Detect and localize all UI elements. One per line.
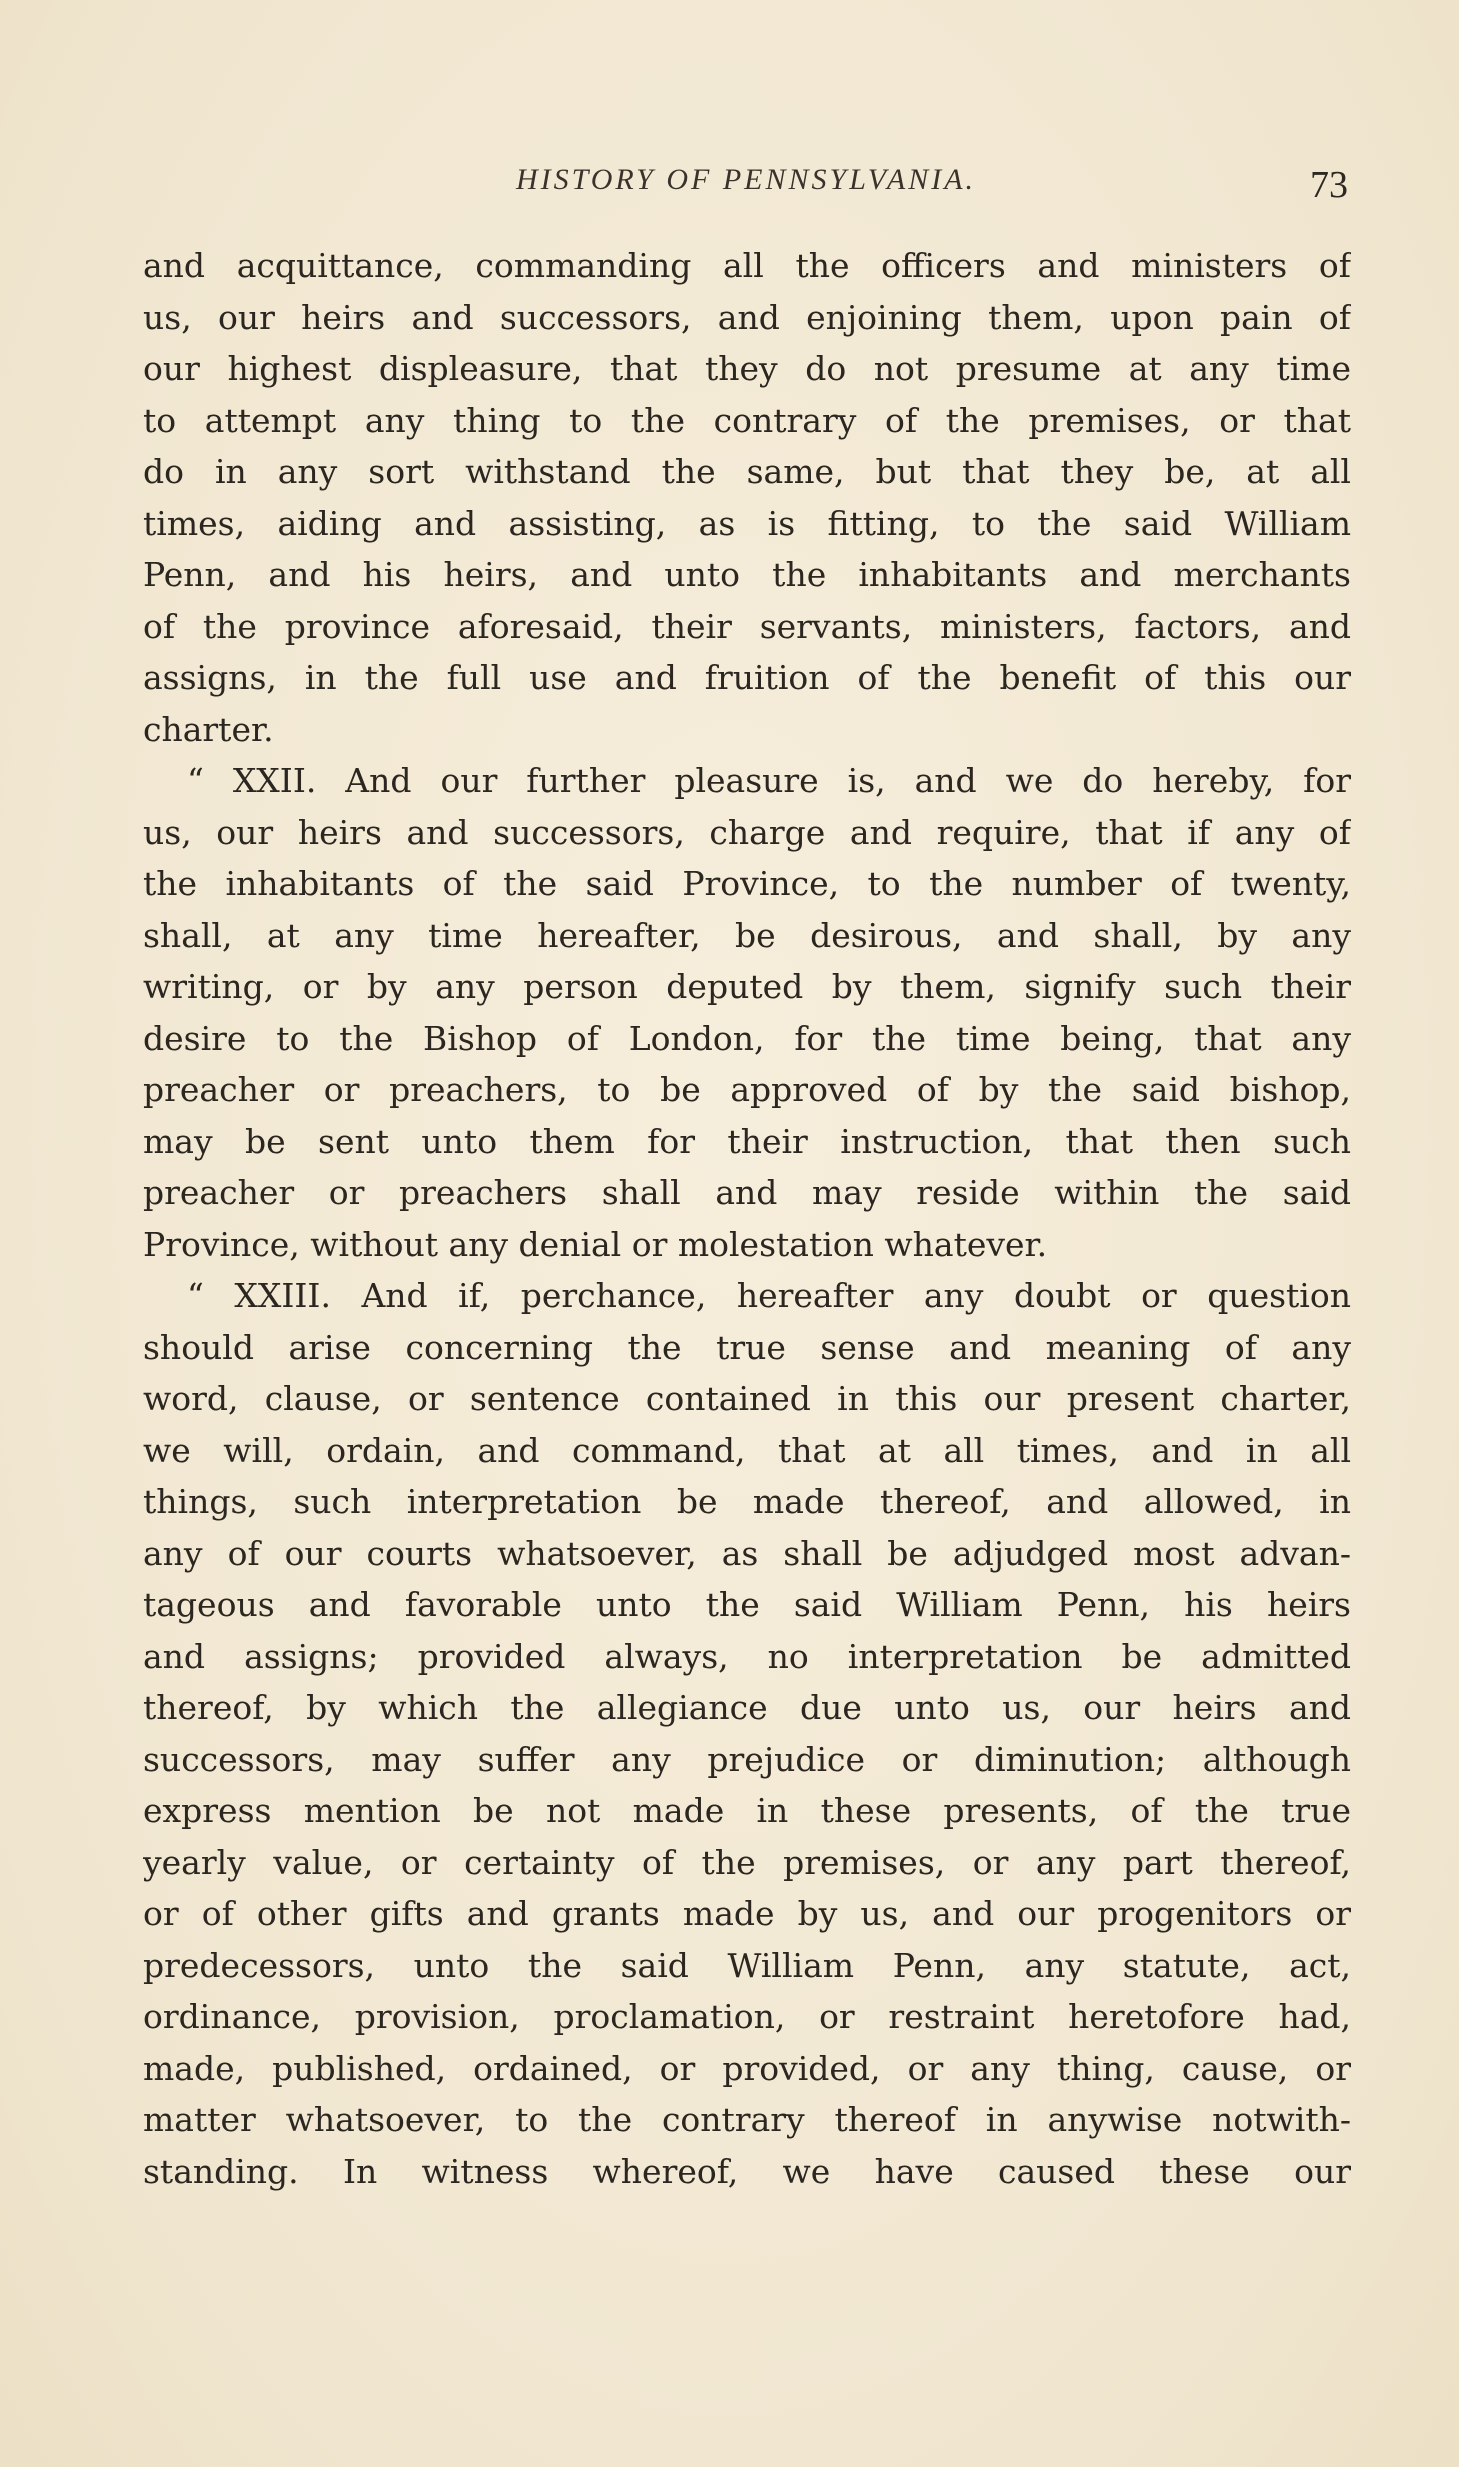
- text-line: tageous and favorable unto the said William Penn, his heirs: [143, 1585, 1351, 1624]
- text-line: charter.: [143, 709, 274, 749]
- text-line: word, clause, or sentence contained in this our present charter,: [143, 1379, 1351, 1418]
- text-line: and acquittance, commanding all the officers and ministers of: [143, 246, 1351, 285]
- text-line: shall, at any time hereafter, be desirous, and shall, by any: [143, 915, 1351, 955]
- running-head: [140, 163, 1352, 213]
- text-line: or of other gifts and grants made by us, and our progenitors or: [143, 1894, 1351, 1933]
- text-line: and assigns; provided always, no interpretation be admitted: [143, 1636, 1351, 1676]
- text-line: should arise concerning the true sense and meaning of any: [143, 1327, 1351, 1367]
- text-line: preacher or preachers, to be approved of by the said bishop,: [143, 1070, 1351, 1109]
- text-line: preacher or preachers shall and may reside within the said: [143, 1173, 1351, 1212]
- text-line: predecessors, unto the said William Penn, any statute, act,: [143, 1945, 1351, 1985]
- text-line: thereof, by which the allegiance due unto us, our heirs and: [143, 1688, 1351, 1727]
- text-line: writing, or by any person deputed by them, signify such their: [143, 967, 1351, 1006]
- running-title: HISTORY OF PENNSYLVANIA.: [515, 163, 977, 196]
- text-line: assigns, in the full use and fruition of the benefit of this our: [143, 658, 1351, 697]
- text-line: times, aiding and assisting, as is fitting, to the said William: [143, 503, 1351, 543]
- text-line: successors, may suffer any prejudice or diminution; although: [143, 1739, 1351, 1779]
- text-line: “ XXIII. And if, perchance, hereafter any doubt or question: [187, 1276, 1351, 1315]
- text-line: any of our courts whatsoever, as shall be adjudged most advan-: [143, 1533, 1351, 1573]
- text-line: “ XXII. And our further pleasure is, and we do hereby, for: [187, 761, 1351, 800]
- text-line: us, our heirs and successors, charge and require, that if any of: [143, 812, 1351, 852]
- text-line: us, our heirs and successors, and enjoining them, upon pain of: [143, 297, 1351, 337]
- text-line: matter whatsoever, to the contrary thereof in anywise notwith-: [143, 2100, 1351, 2139]
- body-text: [143, 240, 1351, 2197]
- text-line: do in any sort withstand the same, but that they be, at all: [143, 452, 1351, 491]
- text-line: made, published, ordained, or provided, or any thing, cause, or: [143, 2048, 1351, 2088]
- text-line: the inhabitants of the said Province, to the number of twenty,: [143, 864, 1351, 903]
- text-line: things, such interpretation be made thereof, and allowed, in: [143, 1482, 1351, 1521]
- page-number: 73: [1310, 164, 1348, 206]
- text-line: may be sent unto them for their instruction, that then such: [143, 1121, 1351, 1161]
- text-line: yearly value, or certainty of the premises, or any part thereof,: [143, 1842, 1351, 1882]
- text-line: express mention be not made in these presents, of the true: [143, 1791, 1351, 1830]
- text-line: standing. In witness whereof, we have caused these our: [143, 2151, 1351, 2191]
- text-line: desire to the Bishop of London, for the time being, that any: [143, 1018, 1351, 1058]
- text-line: ordinance, provision, proclamation, or restraint heretofore had,: [143, 1997, 1351, 2036]
- text-line: Penn, and his heirs, and unto the inhabitants and merchants: [143, 555, 1351, 594]
- text-line: Province, without any denial or molestation whatever.: [143, 1224, 1048, 1264]
- text-line: we will, ordain, and command, that at all times, and in all: [143, 1430, 1351, 1470]
- text-line: our highest displeasure, that they do not presume at any time: [143, 349, 1351, 388]
- text-line: of the province aforesaid, their servants, ministers, factors, and: [143, 606, 1351, 646]
- text-line: to attempt any thing to the contrary of the premises, or that: [143, 400, 1351, 440]
